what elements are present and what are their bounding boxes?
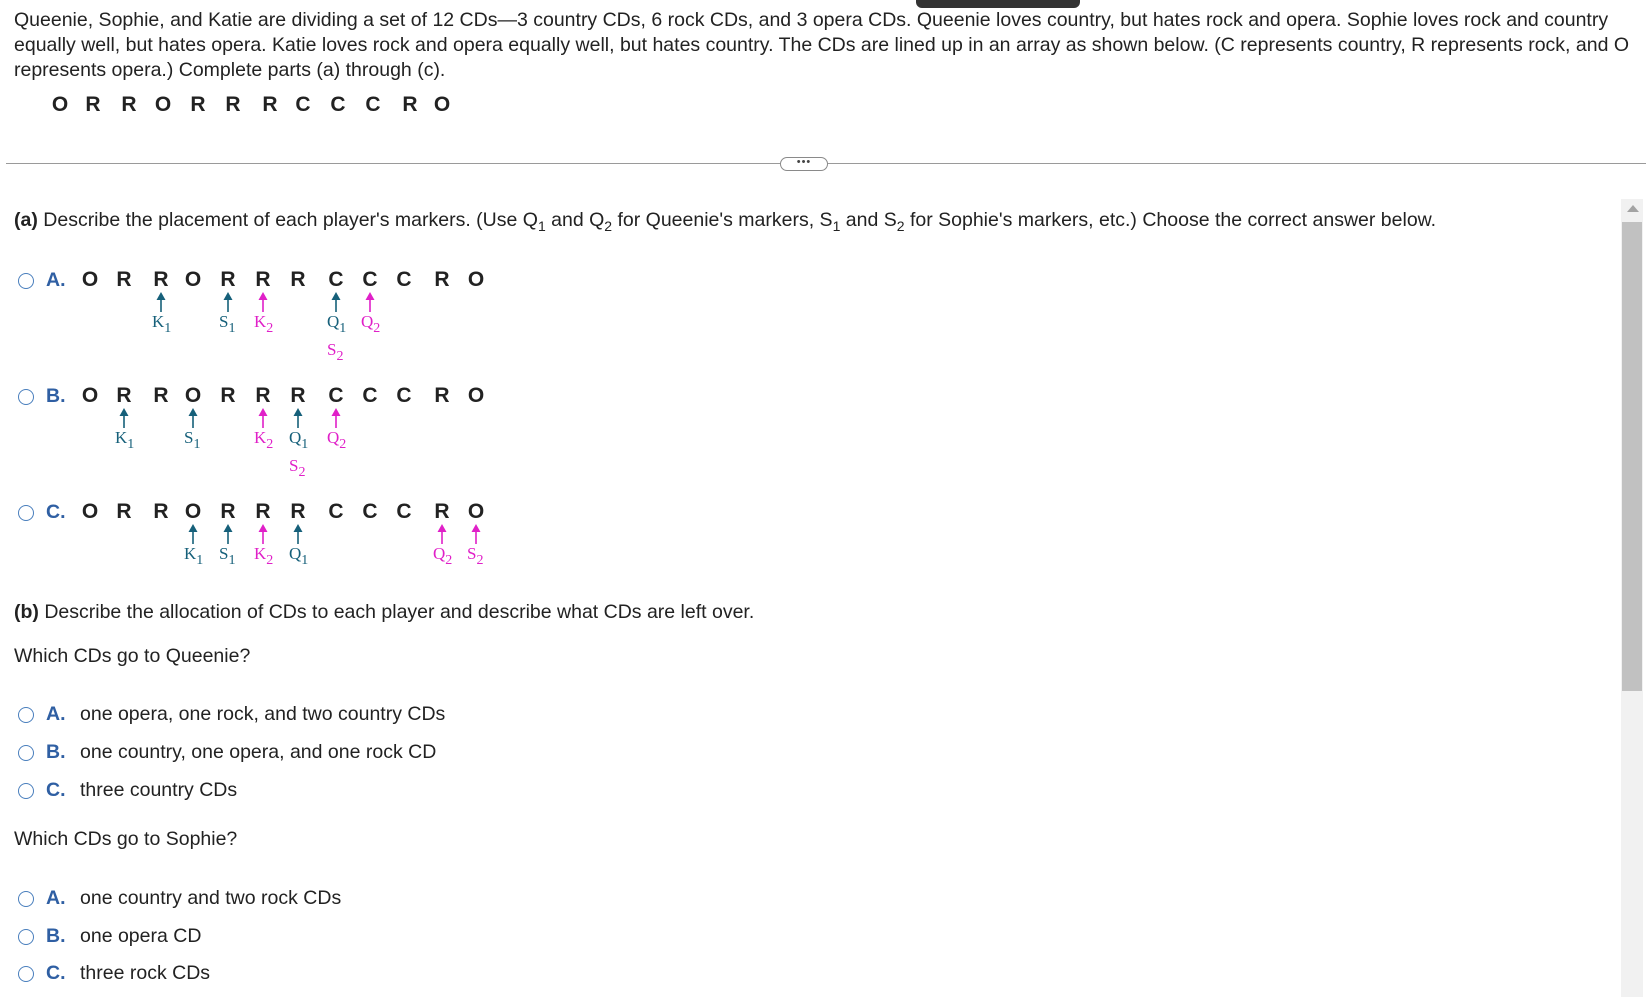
- player-marker-label: [219, 312, 236, 336]
- cd-item: O: [467, 500, 485, 523]
- up-arrow-icon: [257, 524, 269, 544]
- queenie-option-c-radio[interactable]: [18, 783, 34, 799]
- player-marker-label: [327, 428, 347, 452]
- player-marker-label: [327, 340, 344, 364]
- scroll-up-arrow-icon[interactable]: [1627, 205, 1639, 212]
- part-a-text: Describe the placement of each player's markers. (Use Q: [37, 209, 538, 231]
- player-marker-label: [254, 544, 274, 568]
- marker-subscript: 1: [301, 437, 309, 452]
- cd-item: R: [220, 268, 236, 291]
- marker-letter: K: [152, 312, 165, 331]
- cd-item: R: [290, 500, 306, 523]
- player-marker-label: [184, 428, 201, 452]
- cd-item: O: [81, 268, 99, 291]
- option-letter: C.: [46, 501, 66, 523]
- cd-item: R: [255, 384, 271, 407]
- option-letter: B.: [46, 925, 66, 947]
- cd-item: O: [467, 268, 485, 291]
- cd-item: R: [402, 93, 418, 116]
- cd-item: C: [362, 500, 378, 523]
- up-arrow-icon: [330, 408, 342, 428]
- cd-item: O: [51, 93, 69, 116]
- cd-item: C: [362, 384, 378, 407]
- part-a-prompt: [14, 209, 1436, 232]
- up-arrow-icon: [330, 292, 342, 312]
- marker-letter: Q: [289, 544, 302, 563]
- sophie-option-a-radio[interactable]: [18, 891, 34, 907]
- part-a-text: and S: [840, 209, 897, 231]
- option-letter: A.: [46, 887, 66, 909]
- subscript: 2: [604, 218, 613, 234]
- sophie-option-b-text: one opera CD: [80, 925, 202, 947]
- marker-letter: S: [467, 544, 477, 563]
- cd-item: R: [434, 268, 450, 291]
- marker-subscript: 1: [193, 437, 201, 452]
- cd-item: R: [153, 500, 169, 523]
- up-arrow-icon: [257, 408, 269, 428]
- subscript: 2: [896, 218, 905, 234]
- marker-letter: Q: [433, 544, 446, 563]
- player-marker-label: [289, 544, 309, 568]
- up-arrow-icon: [222, 524, 234, 544]
- player-marker-label: [152, 312, 172, 336]
- player-marker-label: [254, 428, 274, 452]
- sophie-option-c-radio[interactable]: [18, 966, 34, 982]
- cd-item: O: [184, 500, 202, 523]
- cd-item: O: [433, 93, 451, 116]
- marker-letter: K: [254, 312, 267, 331]
- cd-item: R: [434, 384, 450, 407]
- cd-item: C: [328, 384, 344, 407]
- cd-item: R: [116, 384, 132, 407]
- marker-letter: K: [184, 544, 197, 563]
- part-b-text: Describe the allocation of CDs to each player and describe what CDs are left over.: [38, 601, 755, 623]
- problem-line-2: equally well, but hates opera. Katie loves rock and opera equally well, but hates country. The CDs are lined up in an array as shown below. (C represents country, R represents rock, and O: [14, 34, 1630, 56]
- up-arrow-icon: [257, 292, 269, 312]
- marker-letter: K: [115, 428, 128, 447]
- marker-subscript: 2: [339, 437, 347, 452]
- up-arrow-icon: [292, 524, 304, 544]
- queenie-option-b-text: one country, one opera, and one rock CD: [80, 741, 437, 763]
- cd-item: O: [184, 268, 202, 291]
- cd-item: R: [153, 384, 169, 407]
- option-letter: A.: [46, 269, 66, 291]
- cd-item: R: [262, 93, 278, 116]
- cd-item: C: [396, 384, 412, 407]
- cd-item: R: [225, 93, 241, 116]
- sophie-option-c-text: three rock CDs: [80, 962, 211, 984]
- cd-item: R: [116, 500, 132, 523]
- sophie-question: Which CDs go to Sophie?: [14, 828, 238, 850]
- marker-subscript: 2: [445, 553, 453, 568]
- marker-subscript: 1: [339, 321, 347, 336]
- option-letter: A.: [46, 703, 66, 725]
- cd-item: R: [255, 268, 271, 291]
- up-arrow-icon: [187, 408, 199, 428]
- option-letter: B.: [46, 741, 66, 763]
- subscript: 1: [832, 218, 841, 234]
- marker-subscript: 1: [228, 321, 236, 336]
- sophie-option-a-text: one country and two rock CDs: [80, 887, 342, 909]
- player-marker-label: [115, 428, 135, 452]
- marker-subscript: 2: [266, 321, 274, 336]
- cd-item: R: [153, 268, 169, 291]
- cd-item: O: [467, 384, 485, 407]
- problem-statement: [14, 8, 1634, 83]
- part-a-option-c-radio[interactable]: [18, 505, 34, 521]
- marker-letter: Q: [327, 312, 340, 331]
- cd-item: O: [184, 384, 202, 407]
- player-marker-label: [289, 428, 309, 452]
- queenie-option-b-radio[interactable]: [18, 745, 34, 761]
- player-marker-label: [219, 544, 236, 568]
- marker-letter: Q: [361, 312, 374, 331]
- up-arrow-icon: [155, 292, 167, 312]
- up-arrow-icon: [470, 524, 482, 544]
- cd-item: C: [295, 93, 311, 116]
- cd-item: R: [255, 500, 271, 523]
- marker-letter: S: [327, 340, 337, 359]
- player-marker-label: [433, 544, 453, 568]
- marker-subscript: 1: [164, 321, 172, 336]
- cd-item: R: [190, 93, 206, 116]
- up-arrow-icon: [222, 292, 234, 312]
- marker-letter: Q: [327, 428, 340, 447]
- marker-letter: Q: [289, 428, 302, 447]
- cd-item: C: [328, 268, 344, 291]
- queenie-question: Which CDs go to Queenie?: [14, 645, 251, 667]
- option-letter: C.: [46, 779, 66, 801]
- up-arrow-icon: [187, 524, 199, 544]
- marker-subscript: 2: [298, 465, 306, 480]
- part-a-text: for Queenie's markers, S: [612, 209, 833, 231]
- up-arrow-icon: [118, 408, 130, 428]
- marker-subscript: 2: [476, 553, 484, 568]
- marker-letter: K: [254, 428, 267, 447]
- marker-subscript: 1: [228, 553, 236, 568]
- part-b-label: (b): [14, 601, 39, 623]
- cd-item: R: [290, 268, 306, 291]
- up-arrow-icon: [364, 292, 376, 312]
- marker-letter: S: [289, 456, 299, 475]
- player-marker-label: [184, 544, 204, 568]
- player-marker-label: [254, 312, 274, 336]
- cd-item: R: [220, 500, 236, 523]
- player-marker-label: [327, 312, 347, 336]
- part-a-text: and Q: [545, 209, 605, 231]
- marker-letter: K: [254, 544, 267, 563]
- part-a-option-a-radio[interactable]: [18, 273, 34, 289]
- marker-subscript: 1: [127, 437, 135, 452]
- top-tab-handle: [916, 0, 1080, 8]
- up-arrow-icon: [292, 408, 304, 428]
- cd-item: R: [434, 500, 450, 523]
- cd-item: C: [328, 500, 344, 523]
- cd-item: C: [396, 500, 412, 523]
- part-a-option-b-radio[interactable]: [18, 389, 34, 405]
- player-marker-label: [467, 544, 484, 568]
- cd-item: O: [81, 500, 99, 523]
- marker-subscript: 2: [336, 349, 344, 364]
- cd-item: R: [290, 384, 306, 407]
- cd-item: R: [121, 93, 137, 116]
- cd-item: O: [154, 93, 172, 116]
- expand-more-button[interactable]: •••: [780, 157, 828, 171]
- marker-subscript: 2: [266, 553, 274, 568]
- scrollbar-thumb[interactable]: [1622, 222, 1642, 691]
- subscript: 1: [537, 218, 546, 234]
- marker-subscript: 1: [301, 553, 309, 568]
- option-letter: C.: [46, 962, 66, 984]
- problem-line-1: Queenie, Sophie, and Katie are dividing a set of 12 CDs—3 country CDs, 6 rock CDs, and 3 opera CDs. Queenie loves country, but hates rock and opera. Sophie loves rock and country: [14, 9, 1609, 31]
- cd-item: C: [330, 93, 346, 116]
- marker-letter: S: [219, 312, 229, 331]
- queenie-option-c-text: three country CDs: [80, 779, 238, 801]
- marker-subscript: 2: [266, 437, 274, 452]
- problem-line-3: represents opera.) Complete parts (a) through (c).: [14, 59, 446, 81]
- up-arrow-icon: [436, 524, 448, 544]
- cd-item: O: [81, 384, 99, 407]
- marker-subscript: 2: [373, 321, 381, 336]
- cd-item: C: [365, 93, 381, 116]
- cd-item: R: [116, 268, 132, 291]
- option-letter: B.: [46, 385, 66, 407]
- marker-letter: S: [219, 544, 229, 563]
- part-b-prompt: [14, 601, 754, 624]
- marker-subscript: 1: [196, 553, 204, 568]
- cd-item: C: [362, 268, 378, 291]
- cd-item: R: [220, 384, 236, 407]
- queenie-option-a-radio[interactable]: [18, 707, 34, 723]
- queenie-option-a-text: one opera, one rock, and two country CDs: [80, 703, 446, 725]
- cd-item: C: [396, 268, 412, 291]
- sophie-option-b-radio[interactable]: [18, 929, 34, 945]
- part-a-label: (a): [14, 209, 38, 231]
- player-marker-label: [361, 312, 381, 336]
- marker-letter: S: [184, 428, 194, 447]
- player-marker-label: [289, 456, 306, 480]
- cd-item: R: [85, 93, 101, 116]
- part-a-text: for Sophie's markers, etc.) Choose the correct answer below.: [904, 209, 1437, 231]
